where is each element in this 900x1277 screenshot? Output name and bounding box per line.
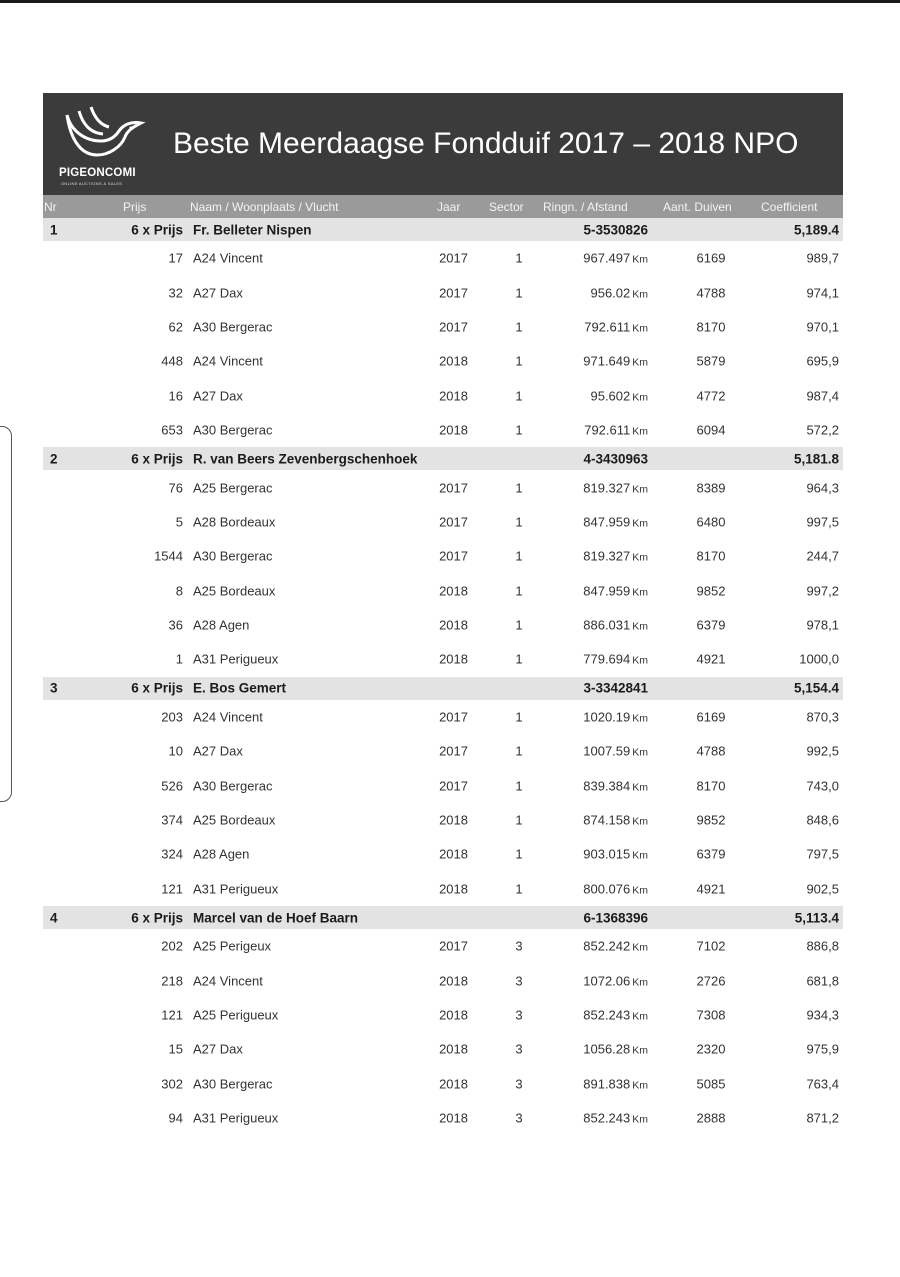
flight-row	[43, 768, 843, 802]
flight-jaar: 2018	[439, 1007, 468, 1023]
flight-aant: 8170	[696, 778, 726, 794]
group-nr: 3	[50, 680, 58, 696]
afstand-value: 839.384	[583, 778, 631, 794]
group-row	[43, 906, 843, 929]
flight-coef: 871,2	[806, 1110, 839, 1126]
flight-jaar: 2018	[439, 651, 468, 667]
flight-sector: 1	[515, 422, 523, 438]
group-prijs: 6 x Prijs	[131, 451, 183, 467]
flight-jaar: 2017	[439, 743, 468, 759]
flight-naam: A28 Agen	[193, 846, 250, 862]
flight-afstand	[543, 285, 648, 300]
afstand-value: 1007.59	[583, 743, 631, 759]
flight-afstand	[543, 423, 648, 438]
flight-row	[43, 413, 843, 447]
flight-aant: 8170	[696, 548, 726, 564]
page-title: Beste Meerdaagse Fondduif 2017 – 2018 NPO	[173, 127, 799, 160]
group-naam: R. van Beers Zevenbergschenhoek	[193, 451, 418, 467]
flight-row	[43, 700, 843, 734]
flight-afstand	[543, 1008, 648, 1023]
flight-afstand	[543, 354, 648, 369]
flight-aant: 9852	[696, 812, 726, 828]
flight-sector: 3	[515, 973, 523, 989]
group-prijs: 6 x Prijs	[131, 680, 183, 696]
flight-afstand	[543, 549, 648, 564]
col-nr: Nr	[44, 199, 57, 214]
afstand-unit: Km	[632, 815, 648, 828]
flight-row	[43, 837, 843, 871]
flight-prijs: 302	[161, 1076, 183, 1092]
column-header-row	[43, 195, 843, 218]
flight-prijs: 5	[175, 514, 183, 530]
flight-coef: 681,8	[806, 973, 839, 989]
pigeon-icon	[57, 101, 167, 171]
flight-naam: A25 Bordeaux	[193, 583, 276, 599]
afstand-value: 886.031	[583, 617, 631, 633]
group-ring: 3-3342841	[583, 680, 648, 696]
flight-naam: A31 Perigueux	[193, 651, 279, 667]
flight-jaar: 2017	[439, 778, 468, 794]
flight-sector: 1	[515, 514, 523, 530]
flight-row	[43, 998, 843, 1032]
flight-aant: 5085	[696, 1076, 726, 1092]
flight-row	[43, 1101, 843, 1135]
group-ring: 4-3430963	[583, 451, 648, 467]
flight-naam: A25 Bergerac	[193, 480, 273, 496]
flight-jaar: 2018	[439, 812, 468, 828]
flight-afstand	[543, 744, 648, 759]
flight-naam: A30 Bergerac	[193, 422, 273, 438]
sidebar-handle[interactable]	[0, 426, 12, 802]
group-coef: 5,181.8	[793, 451, 839, 467]
flight-aant: 2726	[696, 973, 726, 989]
flight-coef: 797,5	[806, 846, 839, 862]
afstand-value: 800.076	[583, 881, 631, 897]
afstand-unit: Km	[632, 781, 648, 794]
afstand-value: 792.611	[584, 319, 631, 335]
flight-naam: A27 Dax	[193, 285, 243, 301]
results-document	[43, 93, 843, 1135]
afstand-value: 903.015	[583, 846, 631, 862]
flight-naam: A28 Agen	[193, 617, 250, 633]
flight-naam: A30 Bergerac	[193, 319, 273, 335]
flight-coef: 934,3	[806, 1007, 839, 1023]
flight-sector: 1	[515, 651, 523, 667]
flight-jaar: 2017	[439, 938, 468, 954]
flight-sector: 1	[515, 812, 523, 828]
results-table	[43, 218, 843, 1135]
flight-aant: 4788	[696, 743, 726, 759]
flight-jaar: 2018	[439, 422, 468, 438]
flight-prijs: 36	[168, 617, 183, 633]
flight-afstand	[543, 652, 648, 667]
flight-jaar: 2017	[439, 285, 468, 301]
afstand-value: 95.602	[590, 388, 631, 404]
afstand-unit: Km	[632, 551, 648, 564]
afstand-unit: Km	[632, 517, 648, 530]
afstand-unit: Km	[632, 976, 648, 989]
flight-aant: 4788	[696, 285, 726, 301]
flight-jaar: 2018	[439, 1110, 468, 1126]
flight-row	[43, 310, 843, 344]
flight-sector: 1	[515, 480, 523, 496]
group-row	[43, 447, 843, 470]
flight-coef: 989,7	[806, 250, 839, 266]
flight-aant: 5879	[696, 353, 726, 369]
flight-coef: 970,1	[806, 319, 839, 335]
col-prijs: Prijs	[123, 199, 147, 214]
col-aant: Aant. Duiven	[663, 199, 732, 214]
flight-prijs: 448	[161, 353, 183, 369]
flight-row	[43, 608, 843, 642]
group-nr: 4	[50, 910, 58, 926]
afstand-value: 1072.06	[583, 973, 631, 989]
afstand-unit: Km	[632, 483, 648, 496]
afstand-value: 792.611	[584, 422, 631, 438]
flight-aant: 6379	[696, 846, 726, 862]
flight-prijs: 8	[175, 583, 183, 599]
flight-jaar: 2018	[439, 617, 468, 633]
flight-sector: 1	[515, 743, 523, 759]
group-nr: 2	[50, 451, 58, 467]
flight-naam: A24 Vincent	[193, 353, 263, 369]
afstand-unit: Km	[632, 253, 648, 266]
logo-wordmark: PIGEONCOMI	[59, 167, 136, 179]
flight-coef: 997,2	[806, 583, 839, 599]
flight-prijs: 76	[168, 480, 183, 496]
group-ring: 5-3530826	[583, 222, 648, 237]
flight-sector: 3	[515, 938, 523, 954]
flight-row	[43, 803, 843, 837]
flight-jaar: 2018	[439, 973, 468, 989]
group-row	[43, 677, 843, 700]
flight-jaar: 2018	[439, 388, 468, 404]
afstand-value: 847.959	[583, 514, 631, 530]
flight-sector: 3	[515, 1110, 523, 1126]
flight-prijs: 16	[168, 388, 183, 404]
flight-sector: 1	[515, 617, 523, 633]
flight-coef: 978,1	[806, 617, 839, 633]
flight-prijs: 10	[168, 743, 183, 759]
col-jaar: Jaar	[437, 199, 461, 214]
flight-sector: 3	[515, 1076, 523, 1092]
afstand-unit: Km	[632, 620, 648, 633]
group-coef: 5,113.4	[794, 910, 839, 926]
flight-naam: A24 Vincent	[193, 709, 263, 725]
afstand-value: 874.158	[583, 812, 631, 828]
group-prijs: 6 x Prijs	[131, 910, 183, 926]
flight-aant: 4921	[696, 881, 726, 897]
flight-naam: A27 Dax	[193, 388, 243, 404]
flight-jaar: 2017	[439, 480, 468, 496]
flight-aant: 9852	[696, 583, 726, 599]
flight-row	[43, 929, 843, 963]
group-nr: 1	[50, 222, 58, 237]
flight-prijs: 203	[161, 709, 183, 725]
flight-coef: 743,0	[806, 778, 839, 794]
afstand-unit: Km	[632, 1044, 648, 1057]
flight-aant: 4772	[696, 388, 726, 404]
flight-sector: 1	[515, 353, 523, 369]
flight-prijs: 17	[168, 250, 183, 266]
flight-jaar: 2017	[439, 319, 468, 335]
flight-afstand	[543, 319, 648, 334]
flight-afstand	[543, 813, 648, 828]
flight-coef: 997,5	[806, 514, 839, 530]
afstand-value: 967.497	[583, 250, 631, 266]
flight-prijs: 218	[161, 973, 183, 989]
flight-coef: 1000,0	[799, 651, 839, 667]
afstand-value: 1056.28	[583, 1041, 631, 1057]
flight-afstand	[543, 847, 648, 862]
flight-prijs: 202	[161, 938, 183, 954]
pigeoncomi-logo	[57, 101, 167, 187]
flight-prijs: 32	[168, 285, 183, 301]
flight-jaar: 2018	[439, 881, 468, 897]
flight-prijs: 121	[161, 881, 183, 897]
afstand-value: 819.327	[583, 480, 631, 496]
afstand-unit: Km	[632, 884, 648, 897]
flight-naam: A27 Dax	[193, 1041, 243, 1057]
group-coef: 5,189.4	[793, 222, 839, 237]
flight-naam: A30 Bergerac	[193, 778, 273, 794]
flight-coef: 848,6	[806, 812, 839, 828]
flight-aant: 7308	[696, 1007, 726, 1023]
flight-coef: 975,9	[806, 1041, 839, 1057]
flight-prijs: 526	[161, 778, 183, 794]
flight-aant: 6169	[696, 250, 726, 266]
flight-afstand	[543, 1111, 648, 1126]
flight-coef: 572,2	[806, 422, 839, 438]
group-prijs: 6 x Prijs	[131, 222, 183, 237]
flight-afstand	[543, 973, 648, 988]
flight-row	[43, 379, 843, 413]
flight-row	[43, 963, 843, 997]
flight-naam: A25 Bordeaux	[193, 812, 276, 828]
col-sector: Sector	[489, 199, 524, 214]
flight-afstand	[543, 388, 648, 403]
flight-prijs: 324	[161, 846, 183, 862]
flight-prijs: 1544	[154, 548, 183, 564]
logo-tagline: ONLINE AUCTIONS & SALES	[61, 181, 123, 186]
flight-row	[43, 1032, 843, 1066]
col-naam: Naam / Woonplaats / Vlucht	[190, 199, 339, 214]
title-banner	[43, 93, 843, 195]
afstand-value: 956.02	[590, 285, 631, 301]
flight-prijs: 62	[168, 319, 183, 335]
flight-sector: 1	[515, 778, 523, 794]
flight-jaar: 2018	[439, 353, 468, 369]
flight-coef: 244,7	[806, 548, 839, 564]
flight-afstand	[543, 939, 648, 954]
flight-sector: 3	[515, 1041, 523, 1057]
flight-row	[43, 539, 843, 573]
flight-naam: A25 Perigueux	[193, 1007, 279, 1023]
flight-coef: 902,5	[806, 881, 839, 897]
group-naam: Marcel van de Hoef Baarn	[193, 910, 359, 926]
afstand-unit: Km	[632, 425, 648, 438]
afstand-unit: Km	[632, 322, 648, 335]
flight-naam: A30 Bergerac	[193, 1076, 273, 1092]
flight-naam: A31 Perigueux	[193, 1110, 279, 1126]
afstand-value: 852.243	[583, 1110, 631, 1126]
flight-afstand	[543, 618, 648, 633]
flight-aant: 6480	[696, 514, 726, 530]
afstand-unit: Km	[632, 1113, 648, 1126]
flight-naam: A24 Vincent	[193, 250, 263, 266]
flight-sector: 1	[515, 548, 523, 564]
afstand-value: 819.327	[583, 548, 631, 564]
flight-row	[43, 872, 843, 906]
flight-prijs: 1	[175, 651, 183, 667]
flight-row	[43, 470, 843, 504]
top-edge-line	[0, 0, 900, 3]
afstand-unit: Km	[632, 391, 648, 404]
flight-jaar: 2017	[439, 514, 468, 530]
flight-afstand	[543, 881, 648, 896]
afstand-unit: Km	[632, 654, 648, 667]
flight-naam: A27 Dax	[193, 743, 243, 759]
flight-aant: 4921	[696, 651, 726, 667]
flight-aant: 2888	[696, 1110, 726, 1126]
afstand-unit: Km	[632, 849, 648, 862]
flight-coef: 974,1	[806, 285, 839, 301]
flight-sector: 1	[515, 709, 523, 725]
flight-row	[43, 734, 843, 768]
flight-aant: 6169	[696, 709, 726, 725]
flight-naam: A28 Bordeaux	[193, 514, 276, 530]
col-ring: Ringn. / Afstand	[543, 199, 628, 214]
flight-coef: 987,4	[806, 388, 839, 404]
flight-aant: 2320	[696, 1041, 726, 1057]
flight-aant: 6379	[696, 617, 726, 633]
flight-row	[43, 505, 843, 539]
afstand-value: 847.959	[583, 583, 631, 599]
flight-prijs: 121	[161, 1007, 183, 1023]
flight-sector: 1	[515, 846, 523, 862]
afstand-unit: Km	[632, 712, 648, 725]
flight-naam: A24 Vincent	[193, 973, 263, 989]
flight-aant: 7102	[696, 938, 726, 954]
flight-aant: 8170	[696, 319, 726, 335]
group-naam: Fr. Belleter Nispen	[193, 222, 312, 237]
flight-jaar: 2017	[439, 709, 468, 725]
afstand-unit: Km	[632, 1010, 648, 1023]
flight-naam: A25 Perigeux	[193, 938, 272, 954]
afstand-value: 1020.19	[583, 709, 631, 725]
flight-coef: 870,3	[806, 709, 839, 725]
flight-jaar: 2018	[439, 1041, 468, 1057]
group-naam: E. Bos Gemert	[193, 680, 287, 696]
afstand-unit: Km	[632, 288, 648, 301]
flight-sector: 1	[515, 250, 523, 266]
afstand-unit: Km	[632, 746, 648, 759]
flight-sector: 3	[515, 1007, 523, 1023]
afstand-value: 971.649	[583, 353, 631, 369]
afstand-value: 852.243	[583, 1007, 631, 1023]
afstand-value: 891.838	[583, 1076, 631, 1092]
flight-afstand	[543, 1042, 648, 1057]
flight-naam: A31 Perigueux	[193, 881, 279, 897]
afstand-unit: Km	[632, 356, 648, 369]
flight-afstand	[543, 778, 648, 793]
flight-row	[43, 574, 843, 608]
flight-afstand	[543, 583, 648, 598]
flight-row	[43, 275, 843, 309]
flight-row	[43, 1067, 843, 1101]
flight-jaar: 2017	[439, 548, 468, 564]
flight-row	[43, 642, 843, 676]
afstand-unit: Km	[632, 1079, 648, 1092]
flight-coef: 886,8	[806, 938, 839, 954]
flight-afstand	[543, 1076, 648, 1091]
flight-afstand	[543, 709, 648, 724]
flight-prijs: 374	[161, 812, 183, 828]
flight-naam: A30 Bergerac	[193, 548, 273, 564]
afstand-value: 852.242	[583, 938, 631, 954]
flight-prijs: 94	[168, 1110, 183, 1126]
flight-afstand	[543, 480, 648, 495]
flight-sector: 1	[515, 583, 523, 599]
flight-prijs: 653	[161, 422, 183, 438]
flight-coef: 695,9	[806, 353, 839, 369]
flight-sector: 1	[515, 881, 523, 897]
flight-row	[43, 241, 843, 275]
flight-jaar: 2017	[439, 250, 468, 266]
flight-sector: 1	[515, 285, 523, 301]
afstand-value: 779.694	[583, 651, 631, 667]
flight-jaar: 2018	[439, 583, 468, 599]
flight-aant: 6094	[696, 422, 726, 438]
flight-aant: 8389	[696, 480, 726, 496]
flight-jaar: 2018	[439, 846, 468, 862]
flight-sector: 1	[515, 319, 523, 335]
col-coef: Coefficient	[761, 199, 818, 214]
flight-afstand	[543, 251, 648, 266]
flight-coef: 992,5	[806, 743, 839, 759]
flight-row	[43, 344, 843, 378]
flight-coef: 964,3	[806, 480, 839, 496]
flight-jaar: 2018	[439, 1076, 468, 1092]
flight-coef: 763,4	[806, 1076, 839, 1092]
group-row	[43, 218, 843, 241]
flight-afstand	[543, 514, 648, 529]
group-coef: 5,154.4	[793, 680, 839, 696]
flight-prijs: 15	[168, 1041, 183, 1057]
group-ring: 6-1368396	[583, 910, 648, 926]
flight-sector: 1	[515, 388, 523, 404]
afstand-unit: Km	[632, 586, 648, 599]
afstand-unit: Km	[632, 941, 648, 954]
